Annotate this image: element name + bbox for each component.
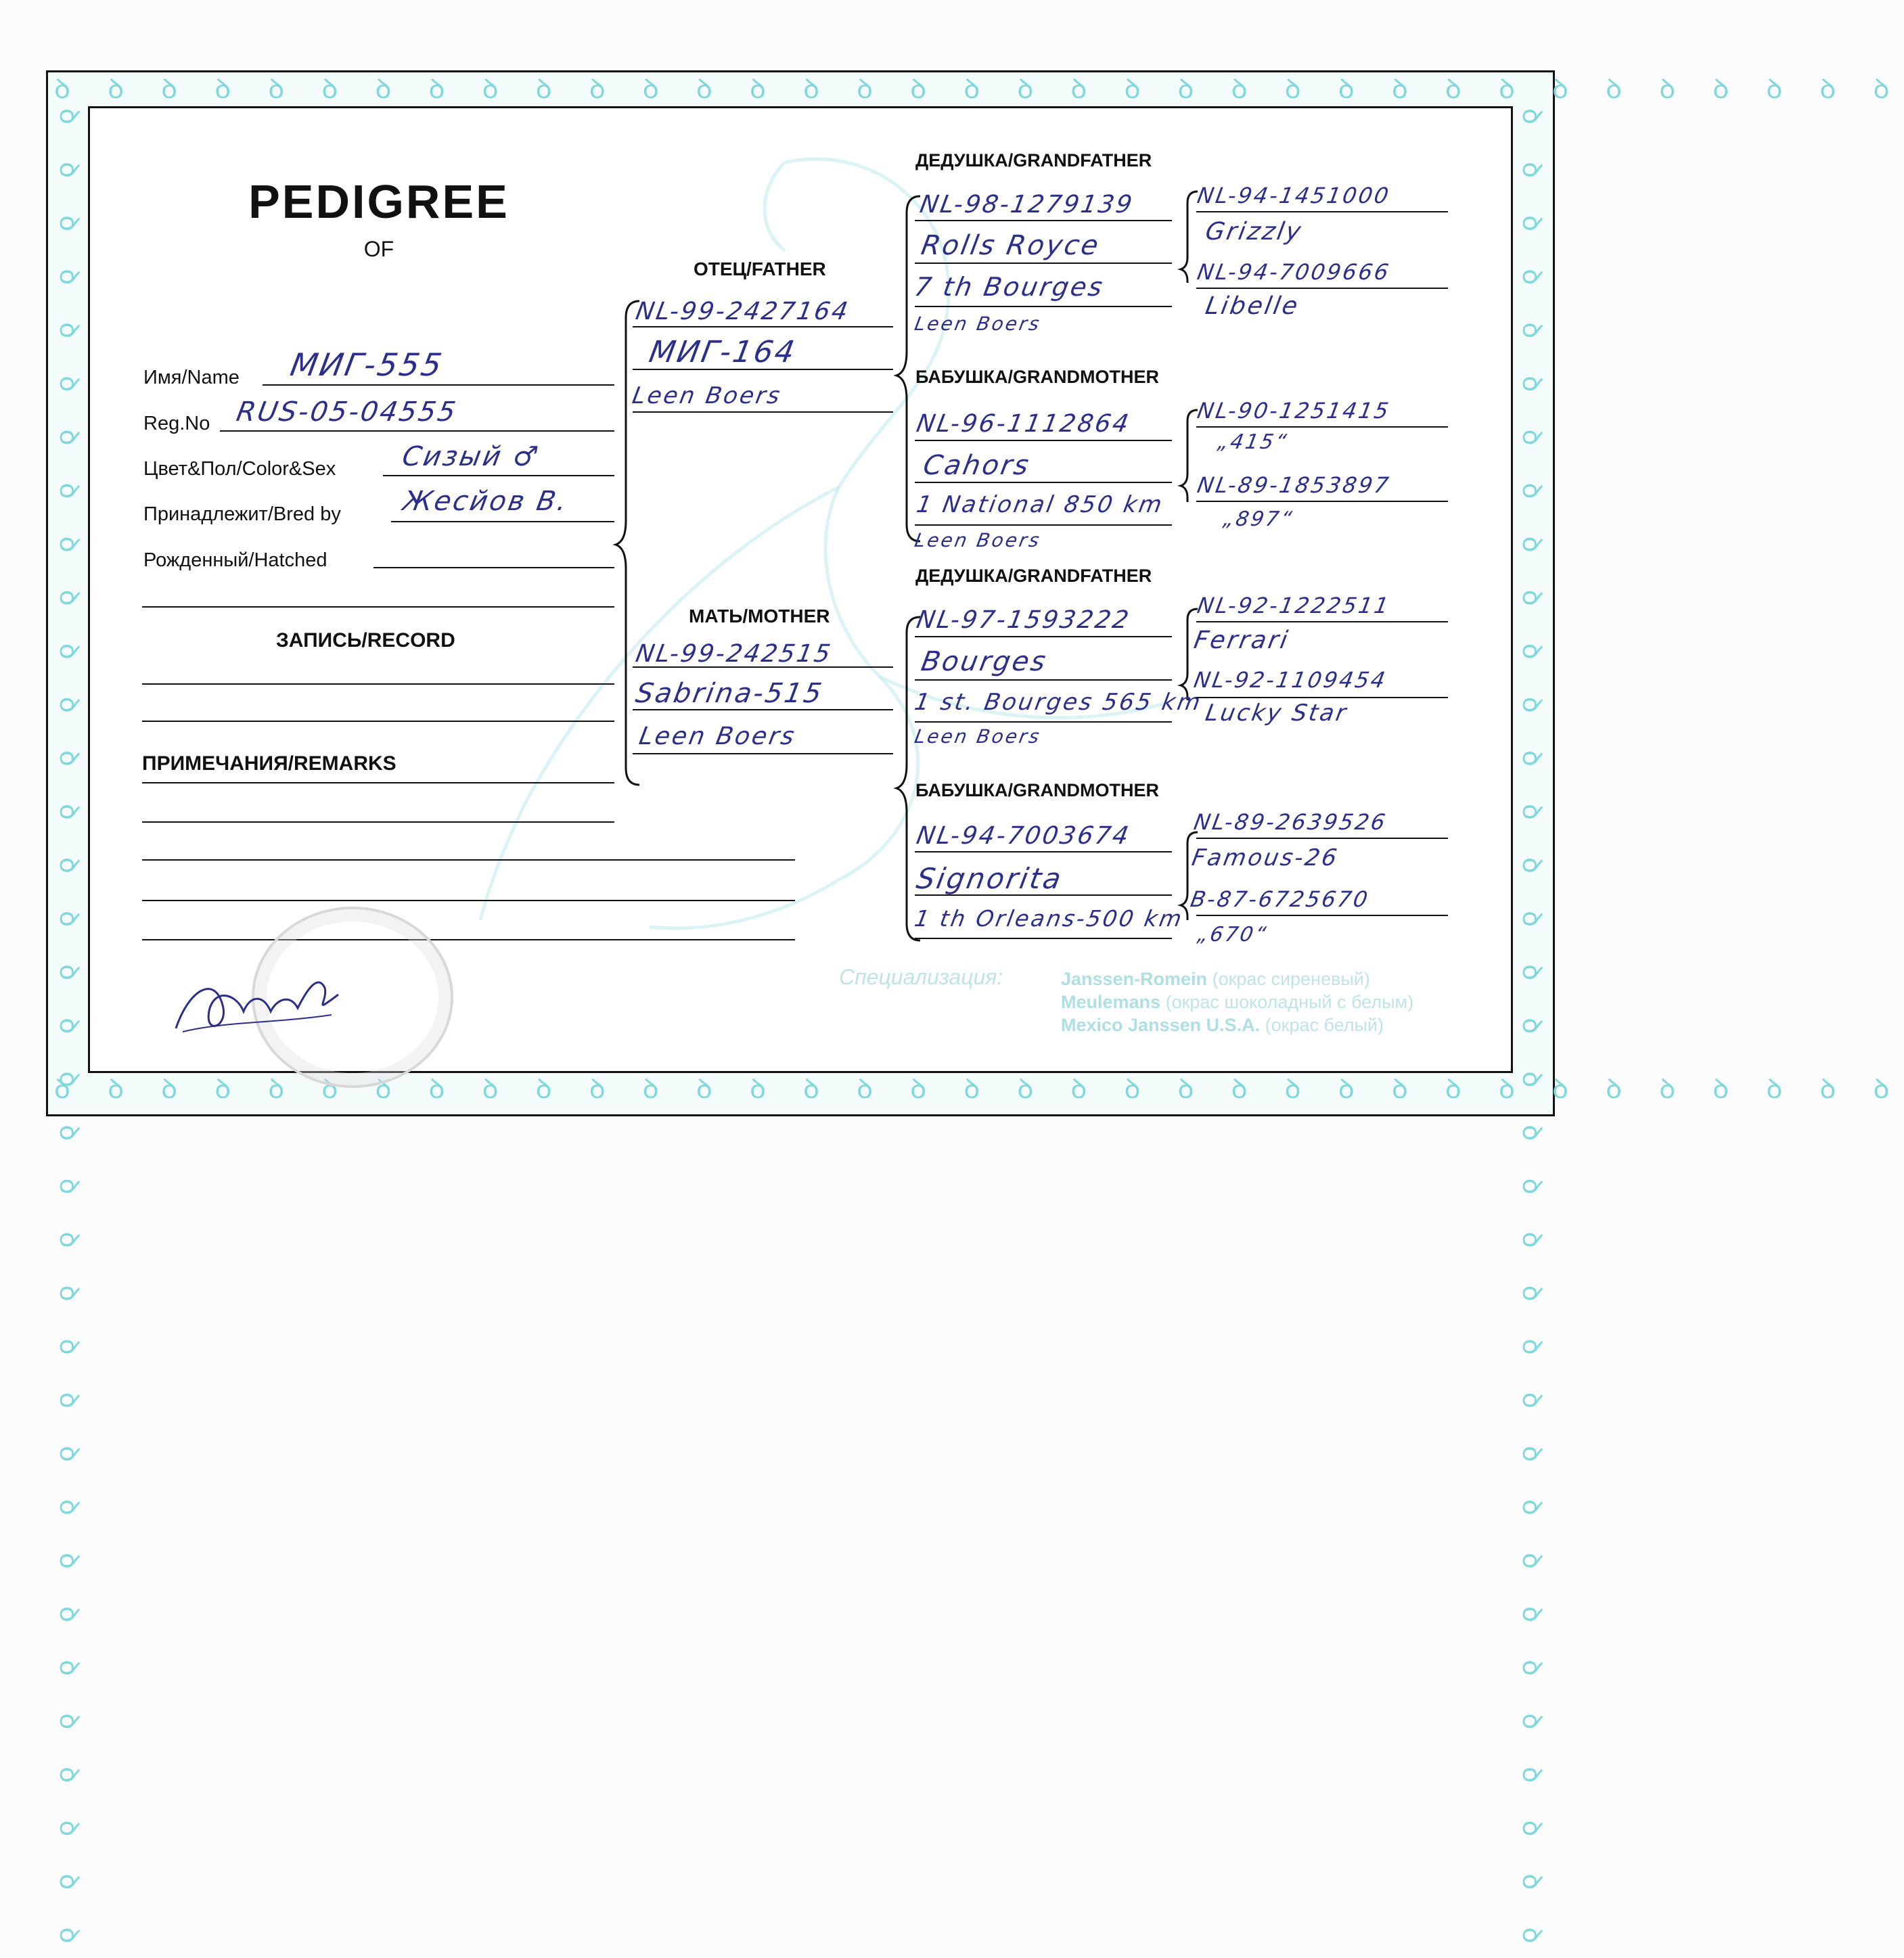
mf-sire-ring: NL-92-1222511 — [1195, 593, 1392, 618]
mf-dam-line — [1196, 697, 1448, 698]
ff-name: Rolls Royce — [918, 230, 1103, 261]
ff-line — [915, 263, 1172, 264]
ff-line — [915, 306, 1172, 307]
fm-ring: NL-96-1112864 — [914, 410, 1133, 438]
mm-sire-name: Famous-26 — [1189, 844, 1341, 871]
ff-result: 7 th Bourges — [912, 272, 1107, 302]
page-subtitle: OF — [363, 237, 394, 261]
ff-sire-ring: NL-94-1451000 — [1195, 183, 1392, 208]
mm-name: Signorita — [913, 862, 1066, 895]
mf-dam-name: Lucky Star — [1203, 700, 1351, 727]
fm-dam-name: „897“ — [1221, 507, 1296, 531]
specialization-line-3-note: (окрас белый) — [1265, 1015, 1384, 1035]
father-breeder: Leen Boers — [630, 382, 784, 409]
specialization-line-2-name: Meulemans — [1061, 992, 1161, 1012]
page-title: PEDIGREE — [248, 175, 509, 228]
mm-result: 1 th Orleans-500 km — [912, 905, 1186, 932]
mm-dam-line — [1196, 915, 1448, 916]
mf-name: Bourges — [918, 646, 1050, 677]
mother-name: Sabrina-515 — [633, 678, 826, 709]
bred-label: Принадлежит/Bred by — [143, 503, 341, 525]
mf-sire-line — [1196, 621, 1448, 622]
remarks-heading: ПРИМЕЧАНИЯ/REMARKS — [142, 752, 396, 775]
mm-dam-ring: B-87-6725670 — [1188, 886, 1372, 912]
ff-ring: NL-98-1279139 — [917, 191, 1136, 219]
fm-sire-line — [1196, 426, 1448, 428]
ff-dam-ring: NL-94-7009666 — [1195, 259, 1392, 285]
name-label: Имя/Name — [143, 367, 240, 388]
fm-line — [915, 482, 1172, 483]
specialization-line-3-name: Mexico Janssen U.S.A. — [1061, 1015, 1261, 1035]
fm-name: Cahors — [920, 450, 1033, 481]
mf-result: 1 st. Bourges 565 km — [912, 689, 1204, 716]
mf-breeder: Leen Boers — [913, 725, 1043, 748]
border-pattern-left: ꝺ ꝺ ꝺ ꝺ ꝺ ꝺ ꝺ ꝺ ꝺ ꝺ ꝺ ꝺ ꝺ ꝺ ꝺ ꝺ ꝺ ꝺ ꝺ ꝺ ꝺ ꝺ ꝺ ꝺ ꝺ ꝺ ꝺ ꝺ ꝺ ꝺ ꝺ ꝺ ꝺ ꝺ ꝺ — [54, 108, 84, 1958]
mf-line — [915, 679, 1172, 681]
fm-line — [915, 524, 1172, 526]
border-pattern-bottom: ꝺ ꝺ ꝺ ꝺ ꝺ ꝺ ꝺ ꝺ ꝺ ꝺ ꝺ ꝺ ꝺ ꝺ ꝺ ꝺ ꝺ ꝺ ꝺ ꝺ ꝺ ꝺ ꝺ ꝺ ꝺ ꝺ ꝺ ꝺ ꝺ ꝺ ꝺ ꝺ ꝺ ꝺ ꝺ — [54, 1074, 1904, 1104]
hatched-label: Рожденный/Hatched — [143, 549, 327, 571]
mm-sire-line — [1196, 838, 1448, 839]
mm-dam-name: „670“ — [1195, 923, 1270, 947]
fm-sire-ring: NL-90-1251415 — [1195, 398, 1392, 424]
bred-value: Жесйов В. — [400, 486, 571, 517]
specialization-line-1-note: (окрас сиреневый) — [1212, 969, 1370, 989]
mf-line — [915, 721, 1172, 723]
border-pattern-top: ꝺ ꝺ ꝺ ꝺ ꝺ ꝺ ꝺ ꝺ ꝺ ꝺ ꝺ ꝺ ꝺ ꝺ ꝺ ꝺ ꝺ ꝺ ꝺ ꝺ ꝺ ꝺ ꝺ ꝺ ꝺ ꝺ ꝺ ꝺ ꝺ ꝺ ꝺ ꝺ ꝺ ꝺ ꝺ — [54, 74, 1904, 104]
father-line — [633, 326, 893, 327]
ff-line — [915, 220, 1172, 221]
name-value: МИГ-555 — [288, 346, 447, 383]
fm-sire-name: „415“ — [1215, 430, 1290, 454]
father-name: МИГ-164 — [646, 335, 799, 369]
fm-line — [915, 440, 1172, 441]
father-heading: ОТЕЦ/FATHER — [694, 258, 826, 279]
specialization-line-2-note: (окрас шоколадный с белым) — [1165, 992, 1414, 1012]
record-heading: ЗАПИСЬ/RECORD — [276, 629, 455, 652]
fm-breeder: Leen Boers — [913, 529, 1043, 551]
specialization-line-3 — [1061, 1015, 1384, 1036]
fm-dam-line — [1196, 501, 1448, 502]
regno-label: Reg.No — [143, 413, 210, 434]
ff-heading: ДЕДУШКА/GRANDFATHER — [915, 150, 1152, 170]
color-value: Сизый ♂ — [399, 441, 543, 472]
ff-sire-line — [1196, 211, 1448, 212]
mm-sire-ring: NL-89-2639526 — [1192, 809, 1389, 835]
specialization-label: Специализация: — [839, 965, 1003, 989]
color-label: Цвет&Пол/Color&Sex — [143, 458, 336, 480]
fm-result: 1 National 850 km — [914, 491, 1166, 518]
mm-heading: БАБУШКА/GRANDMOTHER — [915, 780, 1160, 800]
mother-line — [633, 709, 893, 710]
specialization-line-1 — [1061, 969, 1370, 990]
mf-line — [915, 636, 1172, 637]
mother-line — [633, 753, 893, 754]
ff-sire-name: Grizzly — [1203, 218, 1305, 246]
mf-sire-name: Ferrari — [1192, 627, 1292, 654]
fm-heading: БАБУШКА/GRANDMOTHER — [915, 367, 1160, 387]
ff-breeder: Leen Boers — [913, 313, 1043, 335]
ff-dam-line — [1196, 288, 1448, 289]
father-ring: NL-99-2427164 — [633, 298, 852, 325]
mother-heading: МАТЬ/MOTHER — [689, 606, 830, 627]
mm-line — [915, 851, 1172, 852]
mm-line — [915, 938, 1172, 939]
fm-dam-ring: NL-89-1853897 — [1195, 472, 1392, 498]
father-line — [633, 411, 893, 413]
regno-value: RUS-05-04555 — [233, 396, 460, 428]
specialization-line-2 — [1061, 992, 1413, 1013]
mother-ring: NL-99-242515 — [633, 640, 835, 668]
mf-ring: NL-97-1593222 — [914, 606, 1133, 634]
mf-heading: ДЕДУШКА/GRANDFATHER — [915, 566, 1152, 586]
mf-dam-ring: NL-92-1109454 — [1192, 667, 1389, 693]
specialization-line-1-name: Janssen-Romein — [1061, 969, 1208, 989]
mm-ring: NL-94-7003674 — [914, 822, 1133, 850]
border-pattern-right: ꝺ ꝺ ꝺ ꝺ ꝺ ꝺ ꝺ ꝺ ꝺ ꝺ ꝺ ꝺ ꝺ ꝺ ꝺ ꝺ ꝺ ꝺ ꝺ ꝺ ꝺ ꝺ ꝺ ꝺ ꝺ ꝺ ꝺ ꝺ ꝺ ꝺ ꝺ ꝺ ꝺ ꝺ ꝺ — [1517, 108, 1547, 1958]
ff-dam-name: Libelle — [1203, 292, 1302, 320]
mother-breeder: Leen Boers — [637, 723, 798, 750]
